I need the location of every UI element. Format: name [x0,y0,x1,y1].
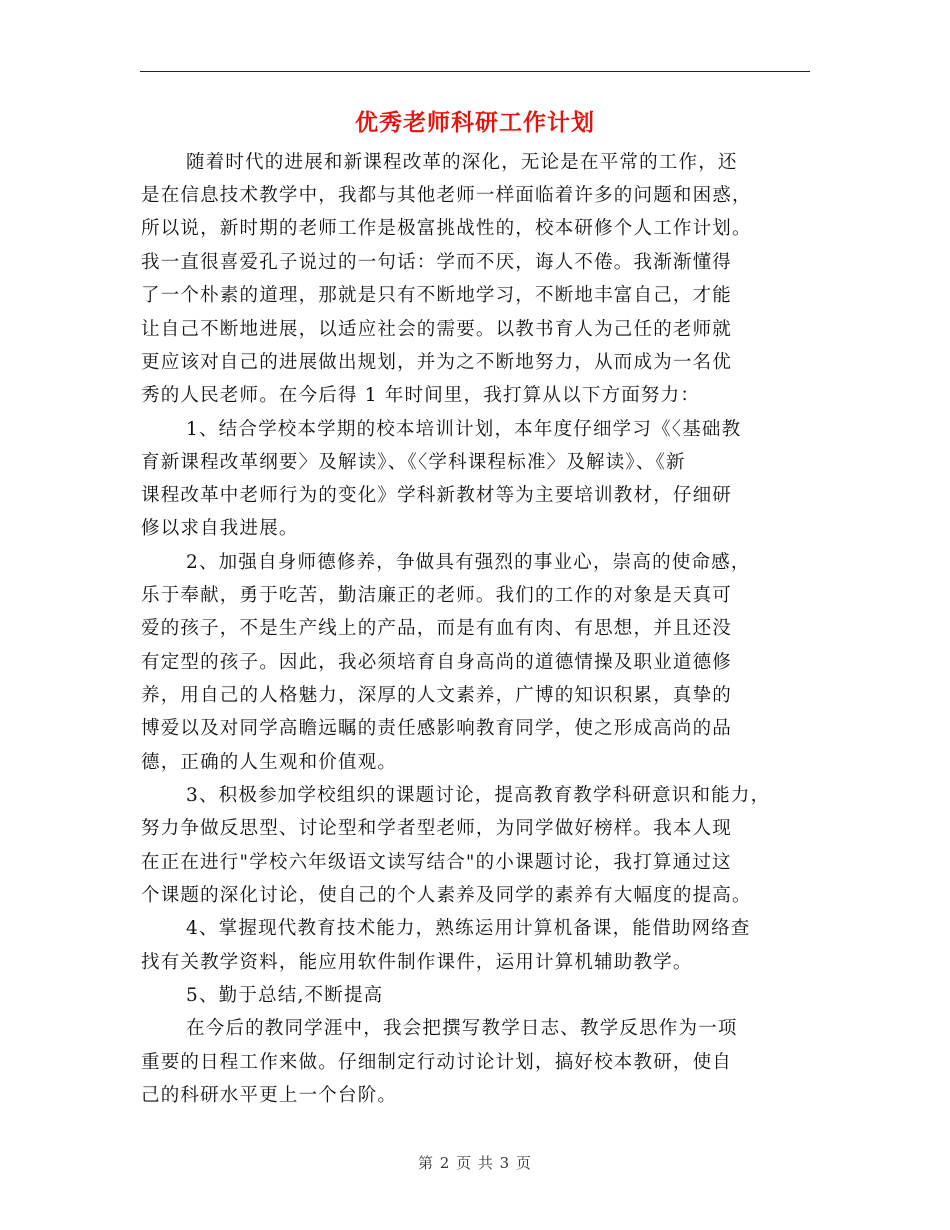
body-line: 随着时代的进展和新课程改革的深化，无论是在平常的工作，还 [186,152,738,173]
body-line: 了一个朴素的道理，那就是只有不断地学习，不断地丰富自己，才能 [141,285,733,306]
body-line: 己的科研水平更上一个台阶。 [141,1085,398,1106]
body-line: 课程改革中老师行为的变化》学科新教材等为主要培训教材，仔细研 [141,485,733,506]
body-line: 养，用自己的人格魅力，深厚的人文素养，广博的知识积累，真挚的 [141,685,733,706]
body-line: 3、积极参加学校组织的课题讨论，提高教育教学科研意识和能力， [186,785,771,806]
body-line: 让自己不断地进展，以适应社会的需要。以教书育人为己任的老师就 [141,319,733,340]
body-line: 1、结合学校本学期的校本培训计划，本年度仔细学习《〈基础教 [186,419,742,440]
body-line: 在正在进行"学校六年级语文读写结合"的小课题讨论，我打算通过这 [141,852,732,873]
document-title: 优秀老师科研工作计划 [355,109,595,136]
page-number: 第 2 页 共 3 页 [418,1154,532,1172]
body-line: 育新课程改革纲要〉及解读》、《〈学科课程标准〉及解读》、《新 [141,452,686,473]
body-line: 我一直很喜爱孔子说过的一句话：学而不厌，诲人不倦。我渐渐懂得 [141,252,733,273]
body-line: 个课题的深化讨论，使自己的个人素养及同学的素养有大幅度的提高。 [141,885,752,906]
body-line: 乐于奉献，勇于吃苦，勤洁廉正的老师。我们的工作的对象是天真可 [141,585,733,606]
body-line: 更应该对自己的进展做出规划，并为之不断地努力，从而成为一名优 [141,352,733,373]
body-line: 在今后的教同学涯中，我会把撰写教学日志、教学反思作为一项 [186,1018,738,1039]
body-line: 是在信息技术教学中，我都与其他老师一样面临着许多的问题和困惑， [141,185,752,206]
body-line: 秀的人民老师。在今后得 1 年时间里，我打算从以下方面努力： [141,385,701,406]
body-line: 4、掌握现代教育技术能力，熟练运用计算机备课，能借助网络查 [186,918,751,939]
body-line: 所以说，新时期的老师工作是极富挑战性的，校本研修个人工作计划。 [141,218,752,239]
body-line: 博爱以及对同学高瞻远瞩的责任感影响教育同学，使之形成高尚的品 [141,718,733,739]
body-line: 有定型的孩子。因此，我必须培育自身高尚的道德情操及职业道德修 [141,652,733,673]
body-line: 爱的孩子，不是生产线上的产品，而是有血有肉、有思想，并且还没 [141,618,733,639]
body-line: 修以求自我进展。 [141,518,299,539]
body-line: 找有关教学资料，能应用软件制作课件，运用计算机辅助教学。 [141,952,693,973]
body-line: 努力争做反思型、讨论型和学者型老师，为同学做好榜样。我本人现 [141,818,733,839]
body-line: 5、勤于总结,不断提高 [186,985,384,1006]
body-line: 重要的日程工作来做。仔细制定行动讨论计划，搞好校本教研，使自 [141,1052,733,1073]
header-rule [140,71,810,72]
body-line: 2、加强自身师德修养，争做具有强烈的事业心，崇高的使命感， [186,552,751,573]
body-line: 德，正确的人生观和价值观。 [141,752,398,773]
